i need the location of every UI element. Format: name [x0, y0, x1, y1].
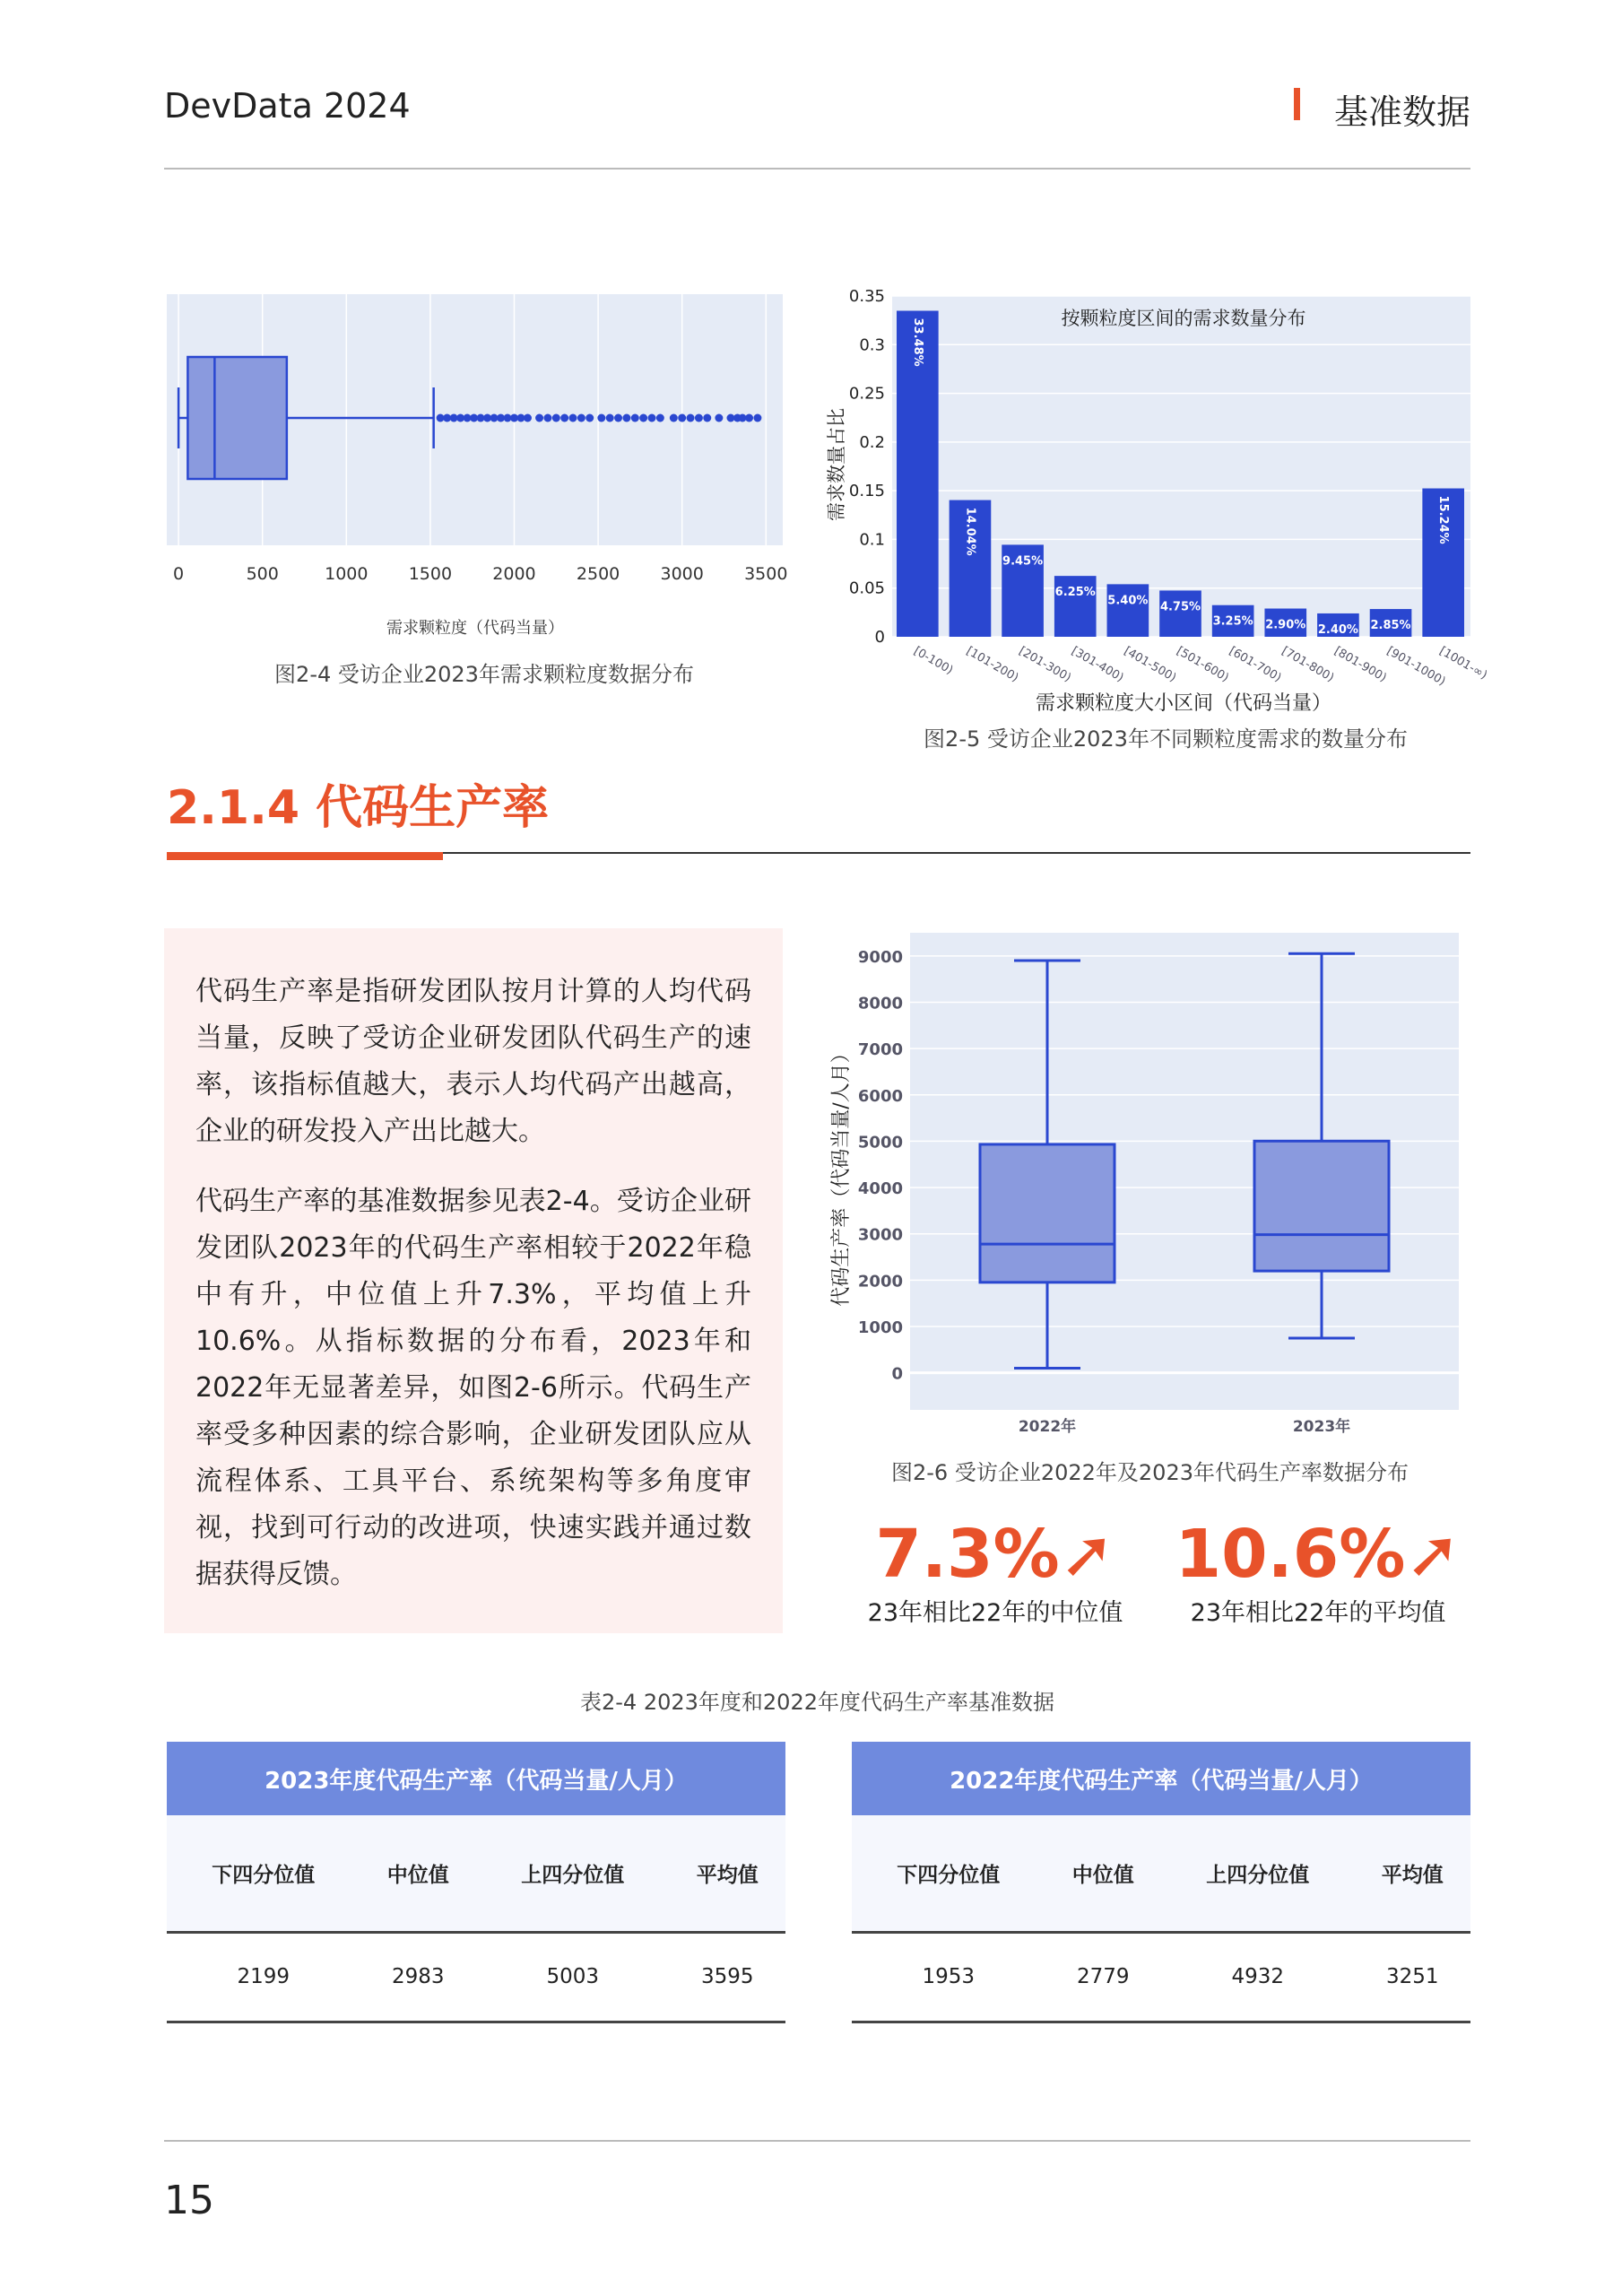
y-tick-label: 2000: [857, 1272, 903, 1292]
iqr-box: [1254, 1141, 1389, 1271]
y-tick-label: 0.15: [848, 482, 885, 501]
col-header: 平均值: [670, 1815, 785, 1932]
table-2023: [167, 1742, 785, 2023]
x-tick-label: 2022年: [1018, 1418, 1077, 1436]
cell: 5003: [476, 1932, 670, 2022]
outlier-point: [695, 414, 703, 422]
outlier-point: [715, 414, 723, 422]
y-tick-label: 1000: [857, 1318, 903, 1338]
outlier-point: [622, 414, 630, 422]
outlier-point: [670, 414, 678, 422]
x-tick-label: 3500: [744, 564, 788, 584]
outlier-point: [678, 414, 686, 422]
y-tick-label: 3000: [857, 1225, 903, 1245]
cell: 3251: [1355, 1932, 1470, 2022]
header-accent-bar: [1294, 88, 1300, 120]
x-tick-label: [801-900): [1331, 644, 1389, 685]
bar-value-label: 2.85%: [1370, 619, 1411, 633]
fig26-caption: 图2-6 受访企业2022年及2023年代码生产率数据分布: [891, 1460, 1409, 1485]
paragraph: 代码生产率的基准数据参见表2-4。受访企业研发团队2023年的代码生产率相较于2022年稳中有升，中位值上升7.3%，平均值上升10.6%。从指标数据的分布看，2023年和2022年无显著差异，如图2-6所示。代码生产率受多种因素的综合影响，企业研发团队应从流程体系、工具平台、系统架构等多角度审视，找到可行动的改进项，快速实践并通过数据获得反馈。: [195, 1186, 751, 1590]
outlier-point: [614, 414, 622, 422]
table-2022: [852, 1742, 1470, 2023]
x-tick-label: [901-1000): [1384, 644, 1448, 689]
outlier-point: [543, 414, 551, 422]
cell: 4932: [1161, 1932, 1355, 2022]
table-title: 2022年度代码生产率（代码当量/人月）: [852, 1742, 1470, 1815]
y-tick-label: 4000: [857, 1179, 903, 1199]
outlier-point: [560, 414, 568, 422]
table-caption: 表2-4 2023年度和2022年度代码生产率基准数据: [580, 1690, 1054, 1715]
fig25-caption: 图2-5 受访企业2023年不同颗粒度需求的数量分布: [924, 726, 1408, 752]
y-tick-label: 0.25: [848, 384, 885, 404]
x-tick-label: 1500: [408, 564, 453, 584]
outlier-point: [687, 414, 695, 422]
chart-title: 按颗粒度区间的需求数量分布: [1061, 308, 1306, 329]
cell: 2983: [360, 1932, 476, 2022]
cell: 2779: [1045, 1932, 1161, 2022]
x-tick-label: [1001-∞): [1436, 644, 1490, 683]
bar-value-label: 6.25%: [1054, 586, 1096, 600]
y-tick-label: 7000: [857, 1040, 903, 1060]
col-header: 中位值: [360, 1815, 476, 1932]
description-box: [164, 928, 783, 1633]
x-tick-label: [501-600): [1174, 644, 1231, 685]
bar-value-label: 2.90%: [1265, 618, 1306, 632]
bar-value-label: 3.25%: [1212, 614, 1253, 629]
outlier-point: [656, 414, 664, 422]
outlier-point: [745, 414, 753, 422]
y-axis-title: 代码生产率（代码当量/人月）: [830, 1043, 853, 1307]
section-divider-accent: [167, 852, 443, 860]
y-axis-title: 需求数量占比: [826, 408, 847, 521]
stat-value: 10.6%: [1175, 1516, 1406, 1593]
outlier-point: [597, 414, 605, 422]
x-tick-label: [701-800): [1279, 644, 1337, 685]
bar-value-label: 15.24%: [1436, 495, 1451, 544]
cell: 3595: [670, 1932, 785, 2022]
x-tick-label: [0-100): [911, 644, 956, 678]
x-tick-label: 0: [173, 564, 185, 584]
arrow-up-icon: ➚: [1405, 1516, 1462, 1593]
arrow-up-icon: ➚: [1059, 1516, 1115, 1593]
productivity-boxplot: [811, 924, 1488, 1444]
col-header: 上四分位值: [476, 1815, 670, 1932]
col-header: 平均值: [1355, 1815, 1470, 1932]
col-header: 上四分位值: [1161, 1815, 1355, 1932]
outlier-point: [631, 414, 639, 422]
outlier-point: [569, 414, 577, 422]
x-tick-label: 500: [246, 564, 279, 584]
y-tick-label: 5000: [857, 1133, 903, 1152]
outlier-point: [585, 414, 594, 422]
outlier-point: [606, 414, 614, 422]
x-tick-label: [301-400): [1069, 644, 1126, 685]
stat-value: 7.3%: [875, 1516, 1060, 1593]
outlier-point: [647, 414, 655, 422]
outlier-point: [639, 414, 647, 422]
paragraph: 代码生产率是指研发团队按月计算的人均代码当量，反映了受访企业研发团队代码生产的速率，该指标值越大，表示人均代码产出越高，企业的研发投入产出比越大。: [195, 976, 751, 1147]
x-tick-label: 1000: [325, 564, 369, 584]
bar-value-label: 33.48%: [910, 317, 924, 367]
bar: [1107, 584, 1149, 637]
granularity-boxplot: [161, 287, 807, 646]
outlier-point: [524, 414, 532, 422]
col-header: 中位值: [1045, 1815, 1161, 1932]
table-title: 2023年度代码生产率（代码当量/人月）: [167, 1742, 785, 1815]
cell: 1953: [852, 1932, 1045, 2022]
x-axis-title: 需求颗粒度（代码当量）: [386, 619, 564, 638]
bar-value-label: 9.45%: [1002, 554, 1044, 569]
outlier-point: [552, 414, 560, 422]
x-tick-label: 2500: [576, 564, 620, 584]
bar-value-label: 14.04%: [963, 507, 977, 556]
x-tick-label: [201-300): [1016, 644, 1073, 685]
col-header: 下四分位值: [167, 1815, 360, 1932]
stat-label: 23年相比22年的中位值: [867, 1599, 1123, 1627]
chapter-title: 基准数据: [1334, 92, 1471, 132]
x-tick-label: [601-700): [1227, 644, 1284, 685]
x-tick-label: [101-200): [963, 644, 1021, 685]
y-tick-label: 0.2: [859, 432, 885, 452]
x-tick-label: [401-500): [1121, 644, 1179, 685]
fig24-caption: 图2-4 受访企业2023年需求颗粒度数据分布: [274, 662, 694, 687]
y-tick-label: 0.35: [848, 287, 885, 306]
outlier-point: [535, 414, 543, 422]
iqr-box: [187, 357, 286, 479]
x-tick-label: 2023年: [1292, 1418, 1351, 1436]
outlier-point: [577, 414, 585, 422]
y-tick-label: 0: [874, 628, 885, 647]
outlier-point: [753, 414, 761, 422]
y-tick-label: 0.1: [859, 530, 885, 550]
footer-divider: [164, 2140, 1470, 2142]
y-tick-label: 0.05: [848, 578, 885, 598]
y-tick-label: 6000: [857, 1086, 903, 1106]
cell: 2199: [167, 1932, 360, 2022]
y-tick-label: 0.3: [859, 335, 885, 355]
report-title: DevData 2024: [164, 86, 411, 126]
outlier-point: [703, 414, 711, 422]
section-title: 2.1.4 代码生产率: [167, 781, 550, 835]
iqr-box: [980, 1144, 1115, 1283]
x-tick-label: 3000: [660, 564, 704, 584]
y-tick-label: 0: [891, 1364, 903, 1384]
col-header: 下四分位值: [852, 1815, 1045, 1932]
stat-median: [843, 1516, 1148, 1628]
granularity-bar-chart: [825, 285, 1506, 725]
y-tick-label: 8000: [857, 994, 903, 1013]
header-divider: [164, 168, 1470, 170]
bar-value-label: 2.40%: [1317, 622, 1358, 637]
stat-mean: [1166, 1516, 1470, 1628]
stat-label: 23年相比22年的平均值: [1190, 1599, 1446, 1627]
page-number: 15: [164, 2178, 214, 2223]
x-tick-label: 2000: [492, 564, 536, 584]
bar-value-label: 4.75%: [1159, 600, 1201, 614]
x-axis-title: 需求颗粒度大小区间（代码当量）: [1035, 692, 1332, 715]
y-tick-label: 9000: [857, 947, 903, 967]
bar-value-label: 5.40%: [1107, 594, 1149, 608]
